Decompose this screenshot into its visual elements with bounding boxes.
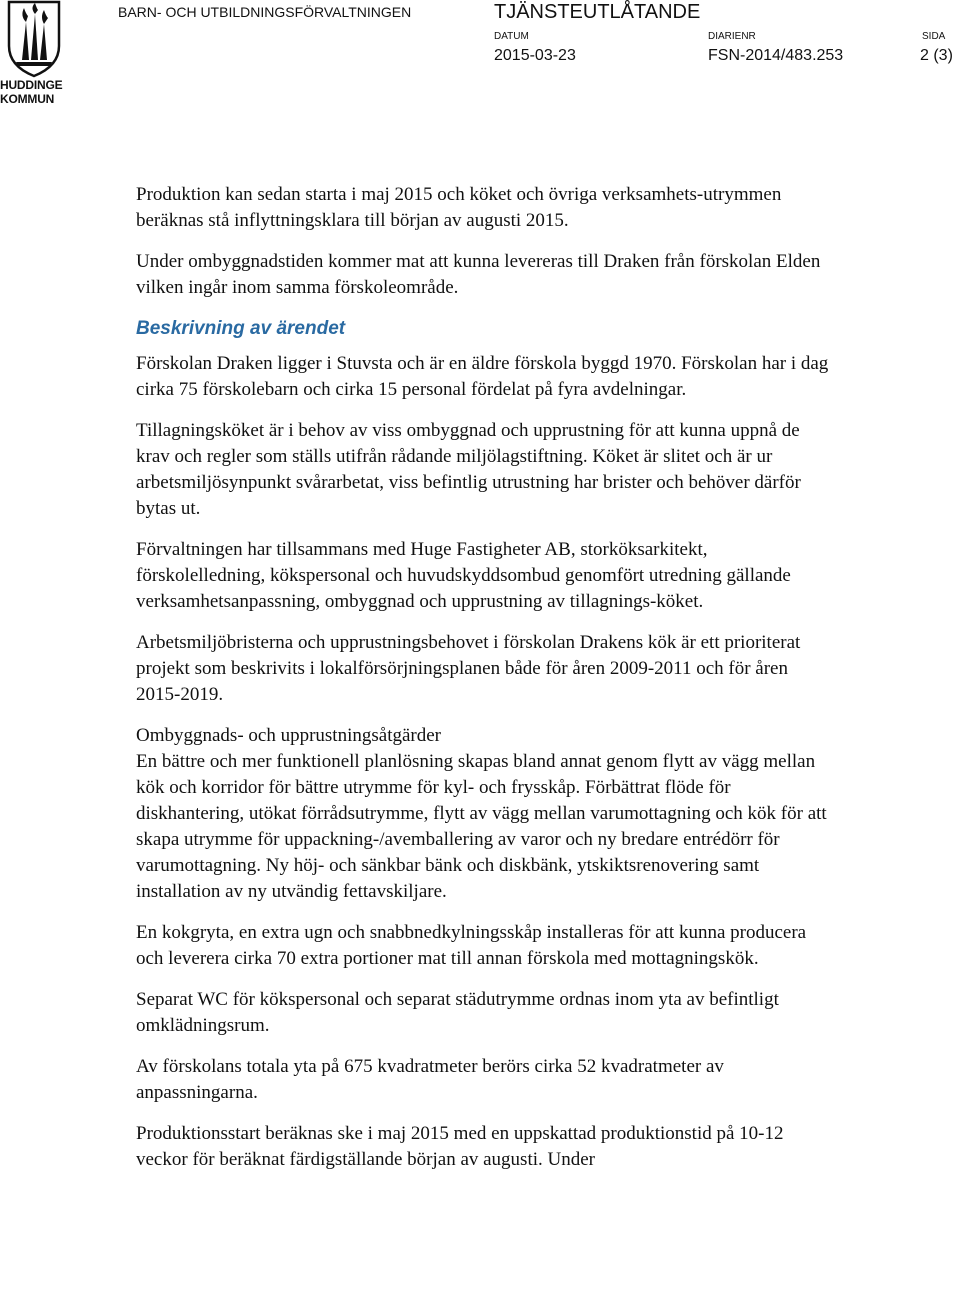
paragraph: Under ombyggnadstiden kommer mat att kunna levereras till Draken från förskolan Elden vilken ingår inom samma förskoleområde. <box>136 251 821 298</box>
paragraph: Förskolan Draken ligger i Stuvsta och är en äldre förskola byggd 1970. Förskolan har i dag cirka 75 förskolebarn och cirka 15 personal fördelat på fyra avdelningar. <box>136 353 829 400</box>
paragraph: Av förskolans totala yta på 675 kvadratmeter berörs cirka 52 kvadratmeter av anpassningarna. <box>136 1056 724 1103</box>
page-label: SIDA <box>922 31 946 42</box>
logo-text-line1: HUDDINGE <box>0 78 63 92</box>
date-value: 2015-03-23 <box>494 47 576 64</box>
document-type: TJÄNSTEUTLÅTANDE <box>494 1 701 23</box>
section-heading: Beskrivning av ärendet <box>136 318 346 339</box>
paragraph: Separat WC för kökspersonal och separat städutrymme ordnas inom yta av befintligt omklädningsrum. <box>136 989 779 1036</box>
organization-name: BARN- OCH UTBILDNINGSFÖRVALTNINGEN <box>118 4 412 20</box>
paragraph: Förvaltningen har tillsammans med Huge Fastigheter AB, storköksarkitekt, förskolelledning, kökspersonal och huvudskyddsombud genomfört utredning gällande verksamhetsanpassning, ombyggnad och upprustning av tillagnings-köket. <box>136 539 791 612</box>
coat-of-arms-icon <box>6 0 62 78</box>
paragraph: Produktionsstart beräknas ske i maj 2015 med en uppskattad produktionstid på 10-12 veckor för beräknat färdigställande början av augusti. Under <box>136 1123 784 1170</box>
paragraph: En kokgryta, en extra ugn och snabbnedkylningsskåp installeras för att kunna producera och leverera cirka 70 extra portioner mat till annan förskola med mottagningskök. <box>136 922 807 969</box>
document-body <box>136 182 836 1188</box>
paragraph: Produktion kan sedan starta i maj 2015 och köket och övriga verksamhets-utrymmen beräknas stå inflyttningsklara till början av augusti 2015. <box>136 184 782 231</box>
paragraph: Arbetsmiljöbristerna och upprustningsbehovet i förskolan Drakens kök är ett prioriterat projekt som beskrivits i lokalförsörjningsplanen både för åren 2009-2011 och för åren 2015-2019. <box>136 632 801 705</box>
municipality-logo <box>0 0 68 108</box>
ref-number-label: DIARIENR <box>708 31 756 42</box>
ref-number-value: FSN-2014/483.253 <box>708 47 844 64</box>
logo-text-line2: KOMMUN <box>0 92 55 106</box>
date-label: DATUM <box>494 31 529 42</box>
paragraph: Tillagningsköket är i behov av viss ombyggnad och upprustning för att kunna uppnå de krav och regler som ställs utifrån rådande miljölagstiftning. Köket är slitet och är ur arbetsmiljösynpunkt svårarbetat, viss befintlig utrustning har brister och behöver därför bytas ut. <box>136 420 801 519</box>
page-number: 2 (3) <box>920 47 953 64</box>
subsection-heading: Ombyggnads- och upprustningsåtgärder <box>136 725 441 746</box>
paragraph: En bättre och mer funktionell planlösning skapas bland annat genom flytt av vägg mellan kök och korridor för bättre utrymme för kyl- och frysskåp. Förbättrat flöde för diskhantering, utökat förrådsutrymme, flytt av vägg mellan varumottagning och kök för att skapa utrymme för uppackning-/avemballering av varor och ny bredare entrédörr för varumottagning. Ny höj- och sänkbar bänk och diskbänk, ytskiktsrenovering samt installation av ny utvändig fettavskiljare. <box>136 751 827 902</box>
